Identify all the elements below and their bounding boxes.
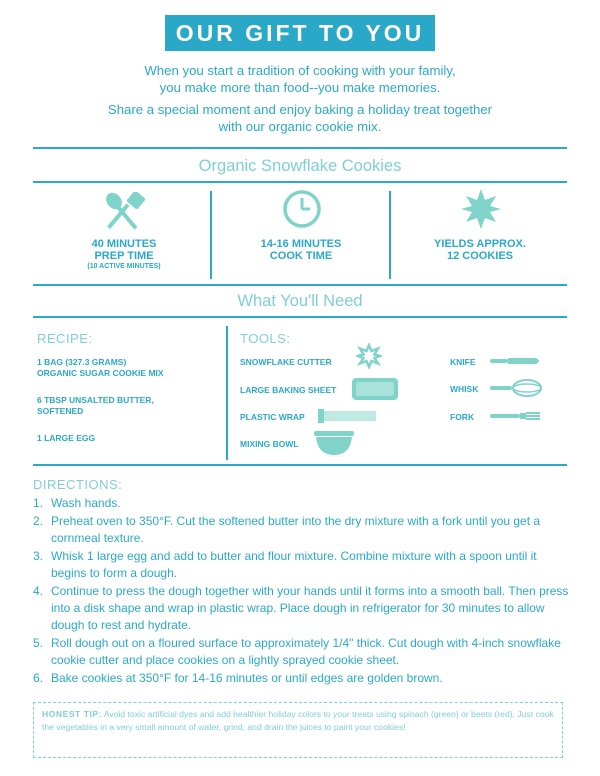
step-number: 6. bbox=[33, 671, 44, 685]
tool-label: SNOWFLAKE CUTTER bbox=[240, 357, 332, 367]
column-divider bbox=[210, 191, 212, 279]
fork-icon bbox=[490, 410, 542, 422]
ingredient-line: SOFTENED bbox=[37, 406, 84, 416]
tip-text: Avoid toxic artificial dyes and add healthier holiday colors to your treats using spinach (green) or beets (red). Just cook the vegetables in a very small amount of water, grind, and drain the juices to paint your cookies! bbox=[42, 709, 554, 732]
ingredient-item bbox=[37, 433, 207, 444]
ingredient-line: 1 BAG (327.3 GRAMS) bbox=[37, 357, 127, 367]
prep-time-label: PREP TIME bbox=[94, 250, 154, 262]
tool-label: KNIFE bbox=[450, 357, 476, 367]
step-text: Wash hands. bbox=[51, 496, 121, 510]
ingredient-item bbox=[37, 395, 207, 417]
directions-heading: DIRECTIONS: bbox=[33, 477, 123, 492]
direction-step bbox=[33, 583, 573, 634]
divider bbox=[33, 316, 567, 318]
prep-time-value: 40 MINUTES bbox=[91, 238, 157, 250]
intro-line: you make more than food--you make memories. bbox=[159, 80, 441, 95]
honest-tip-box bbox=[33, 702, 563, 758]
intro-line: When you start a tradition of cooking with your family, bbox=[144, 63, 456, 78]
divider bbox=[33, 464, 567, 466]
snowflake-cutter-icon bbox=[356, 343, 382, 369]
recipe-heading: RECIPE: bbox=[37, 331, 93, 346]
recipe-title: Organic Snowflake Cookies bbox=[198, 157, 402, 175]
ingredient-line: 6 TBSP UNSALTED BUTTER, bbox=[37, 395, 154, 405]
intro-paragraph-1 bbox=[80, 62, 520, 96]
tool-label: FORK bbox=[450, 412, 475, 422]
ingredient-line: 1 LARGE EGG bbox=[37, 433, 96, 443]
ingredient-item bbox=[37, 357, 207, 379]
step-number: 5. bbox=[33, 636, 44, 650]
directions-list bbox=[33, 495, 573, 688]
cook-time-value: 14-16 MINUTES bbox=[260, 238, 342, 250]
step-number: 4. bbox=[33, 584, 44, 598]
cook-time-stat bbox=[221, 238, 381, 262]
clock-icon bbox=[282, 189, 322, 229]
direction-step bbox=[33, 635, 573, 669]
tools-heading: TOOLS: bbox=[240, 331, 291, 346]
intro-line: with our organic cookie mix. bbox=[218, 119, 382, 134]
column-divider bbox=[389, 191, 391, 279]
step-text: Bake cookies at 350°F for 14-16 minutes or until edges are golden brown. bbox=[51, 671, 443, 685]
step-text: Continue to press the dough together with your hands until it forms into a smooth ball. Then press into a disk shape and wrap in plastic wrap. Place dough in refrigerator for 30 minutes to allow dough to rest and hydrate. bbox=[51, 584, 569, 632]
yield-stat bbox=[400, 238, 560, 262]
need-title: What You'll Need bbox=[237, 292, 363, 310]
divider bbox=[33, 284, 567, 286]
baking-sheet-icon bbox=[351, 376, 399, 402]
plastic-wrap-icon bbox=[318, 407, 376, 425]
intro-paragraph-2 bbox=[80, 101, 520, 135]
ingredient-line: ORGANIC SUGAR COOKIE MIX bbox=[37, 368, 164, 378]
tool-label: MIXING BOWL bbox=[240, 439, 299, 449]
tip-label: HONEST TIP: bbox=[42, 709, 102, 719]
step-text: Whisk 1 large egg and add to butter and flour mixture. Combine mixture with a spoon until it begins to form a dough. bbox=[51, 549, 537, 580]
snowflake-icon bbox=[460, 188, 502, 230]
whisk-icon bbox=[490, 378, 542, 398]
step-number: 1. bbox=[33, 496, 44, 510]
column-divider bbox=[226, 326, 228, 460]
yield-label: YIELDS APPROX. bbox=[434, 238, 526, 250]
yield-value: 12 COOKIES bbox=[446, 250, 514, 262]
tool-label: LARGE BAKING SHEET bbox=[240, 385, 337, 395]
step-number: 2. bbox=[33, 514, 44, 528]
spoon-spatula-icon bbox=[102, 192, 150, 234]
prep-active-note: (10 ACTIVE MINUTES) bbox=[87, 263, 161, 270]
intro-line: Share a special moment and enjoy baking a holiday treat together bbox=[107, 102, 493, 117]
direction-step bbox=[33, 495, 573, 512]
prep-time-stat bbox=[44, 238, 204, 272]
direction-step bbox=[33, 513, 573, 547]
tool-label: PLASTIC WRAP bbox=[240, 412, 305, 422]
cook-time-label: COOK TIME bbox=[269, 250, 333, 262]
knife-icon bbox=[490, 355, 542, 367]
direction-step bbox=[33, 670, 573, 687]
divider bbox=[33, 147, 567, 149]
divider bbox=[33, 181, 567, 183]
mixing-bowl-icon bbox=[314, 429, 354, 457]
step-text: Roll dough out on a floured surface to approximately 1/4" thick. Cut dough with 4-inch snowflake cookie cutter and place cookies on a lightly sprayed cookie sheet. bbox=[51, 636, 561, 667]
step-number: 3. bbox=[33, 549, 44, 563]
tool-label: WHISK bbox=[450, 384, 479, 394]
direction-step bbox=[33, 548, 573, 582]
page-banner: OUR GIFT TO YOU bbox=[165, 15, 435, 51]
step-text: Preheat oven to 350°F. Cut the softened butter into the dry mixture with a fork until you get a cornmeal texture. bbox=[51, 514, 541, 545]
